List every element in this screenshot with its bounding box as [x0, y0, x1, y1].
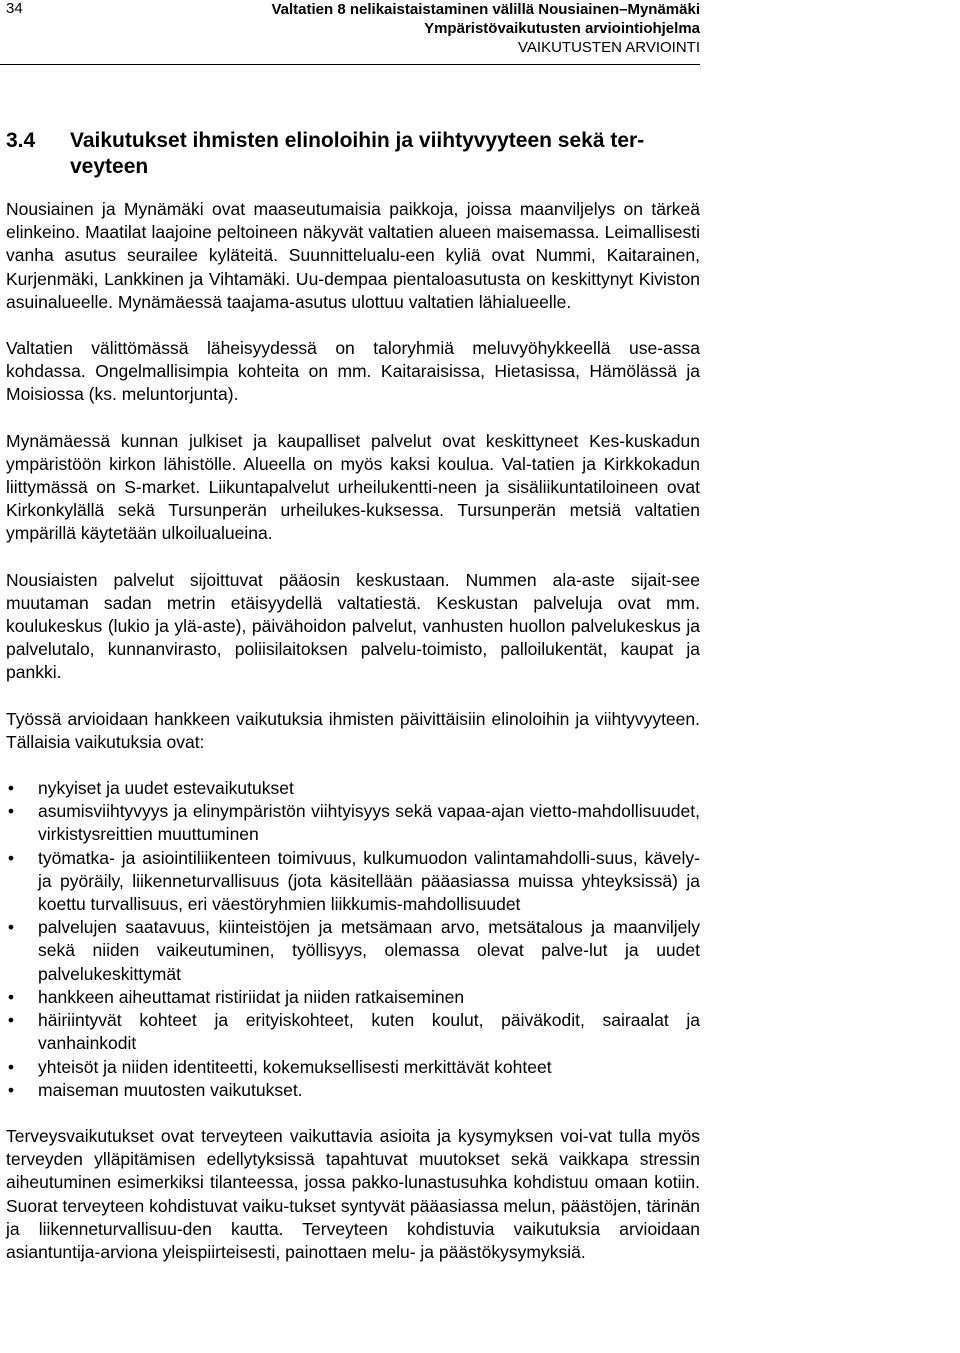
body-text — [6, 198, 700, 1287]
bullet-icon: • — [7, 778, 15, 799]
list-item — [6, 847, 700, 917]
list-item-text: asumisviihtyvyys ja elinympäristön viihtyisyys sekä vapaa-ajan vietto-mahdollisuudet, virkistysreittien muuttuminen — [38, 801, 700, 845]
section-heading — [6, 128, 706, 180]
paragraph: Työssä arvioidaan hankkeen vaikutuksia ihmisten päivittäisiin elinoloihin ja viihtyvyyteen. Tällaisia vaikutuksia ovat: — [6, 708, 700, 752]
list-item — [6, 1056, 700, 1079]
page-number: 34 — [6, 0, 23, 17]
bullet-icon: • — [7, 1010, 15, 1031]
header-section-label: VAIKUTUSTEN ARVIOINTI — [518, 39, 700, 56]
list-item — [6, 916, 700, 986]
impact-list — [6, 777, 700, 1102]
header-divider — [0, 64, 700, 65]
paragraph: Mynämäessä kunnan julkiset ja kaupalliset palvelut ovat keskittyneet Kes-kuskadun ympäristöön kirkon lähistölle. Alueella on myös kaksi koulua. Val-tatien ja Kirkkokadun liittymässä on S-market. Liikuntapalvelut urheilukentti-neen ja sisäliikuntatiloineen ovat Kirkonkylällä sekä Tursunperän urheilukes-kuksessa. Tursunperän metsiä valtatien ympärillä käytetään ulkoilualueina. — [6, 430, 700, 544]
bullet-icon: • — [7, 986, 15, 1007]
list-item-text: yhteisöt ja niiden identiteetti, kokemuksellisesti merkittävät kohteet — [38, 1056, 552, 1077]
list-item-text: hankkeen aiheuttamat ristiriidat ja niiden ratkaiseminen — [38, 986, 465, 1007]
list-item — [6, 777, 700, 800]
bullet-icon: • — [7, 801, 15, 822]
section-number: 3.4 — [6, 129, 36, 152]
section-title: Vaikutukset ihmisten elinoloihin ja viihtyvyyteen sekä ter-veyteen — [70, 129, 645, 178]
list-item-text: häiriintyvät kohteet ja erityiskohteet, kuten koulut, päiväkodit, sairaalat ja vanhainkodit — [38, 1010, 700, 1054]
paragraph: Valtatien välittömässä läheisyydessä on taloryhmiä meluvyöhykkeellä use-assa kohdassa. Ongelmallisimpia kohteita on mm. Kaitaraisissa, Hietasissa, Hämölässä ja Moisiossa (ks. meluntorjunta). — [6, 338, 700, 405]
bullet-icon: • — [7, 1056, 15, 1077]
list-item — [6, 986, 700, 1009]
list-item — [6, 1009, 700, 1055]
list-item-text: maiseman muutosten vaikutukset. — [38, 1079, 303, 1100]
list-item — [6, 800, 700, 846]
paragraph: Nousiainen ja Mynämäki ovat maaseutumaisia paikkoja, joissa maanviljelys on tärkeä elinkeino. Maatilat laajoine peltoineen näkyvät valtatien alueen maisemassa. Leimallisesti vanha asutus seurailee kyläteitä. Suunnittelualu-een kyliä ovat Nummi, Kaitarainen, Kurjenmäki, Lankkinen ja Vihtamäki. Uu-dempaa pientaloasutusta on keskittynyt Kiviston asuinalueelle. Mynämäessä taajama-asutus ulottuu valtatien lähialueelle. — [6, 199, 700, 312]
paragraph: Nousiaisten palvelut sijoittuvat pääosin keskustaan. Nummen ala-aste sijait-see muutaman sadan metrin etäisyydellä valtatiestä. Keskustan palveluja ovat mm. koulukeskus (lukio ja ylä-aste), päivähoidon palvelut, vanhusten huollon palvelukeskus ja palvelutalo, kunnanvirasto, poliisilaitoksen palvelu-toimisto, palloilukentät, kaupat ja pankki. — [6, 569, 700, 683]
running-header — [271, 0, 700, 57]
list-item — [6, 1079, 700, 1102]
header-title-line1: Valtatien 8 nelikaistaistaminen välillä Nousiainen–Mynämäki — [271, 1, 700, 18]
header-title-line2: Ympäristövaikutusten arviointiohjelma — [424, 20, 700, 37]
closing-paragraph: Terveysvaikutukset ovat terveyteen vaikuttavia asioita ja kysymyksen voi-vat tulla myös terveyden ylläpitämisen edellytyksissä tapahtuvat muutokset sekä vaikkapa stressin aiheutuminen esimerkiksi tilanteessa, jossa pakko-lunastusuhka kohdistuu omaan kotiin. Suorat terveyteen kohdistuvat vaiku-tukset syntyvät pääasiassa melun, päästöjen, tärinän ja liikenneturvallisuu-den kautta. Terveyteen kohdistuvia vaikutuksia arvioidaan asiantuntija-arviona yleispiirteisesti, painottaen melu- ja päästökysymyksiä. — [6, 1125, 700, 1262]
bullet-icon: • — [7, 917, 15, 938]
list-item-text: palvelujen saatavuus, kiinteistöjen ja metsämaan arvo, metsätalous ja maanviljely sekä niiden vaikeutuminen, työllisyys, olemassa olevat palve-lut ja uudet palvelukeskittymät — [38, 917, 700, 984]
bullet-icon: • — [7, 847, 15, 868]
list-item-text: nykyiset ja uudet estevaikutukset — [38, 778, 294, 799]
bullet-icon: • — [7, 1079, 15, 1100]
list-item-text: työmatka- ja asiointiliikenteen toimivuus, kulkumuodon valintamahdolli-suus, kävely- ja pyöräily, liikenneturvallisuus (jota käsitellään pääasiassa muissa yhteyksissä) ja koettu turvallisuus, eri väestöryhmien liikkumis-mahdollisuudet — [38, 847, 700, 915]
